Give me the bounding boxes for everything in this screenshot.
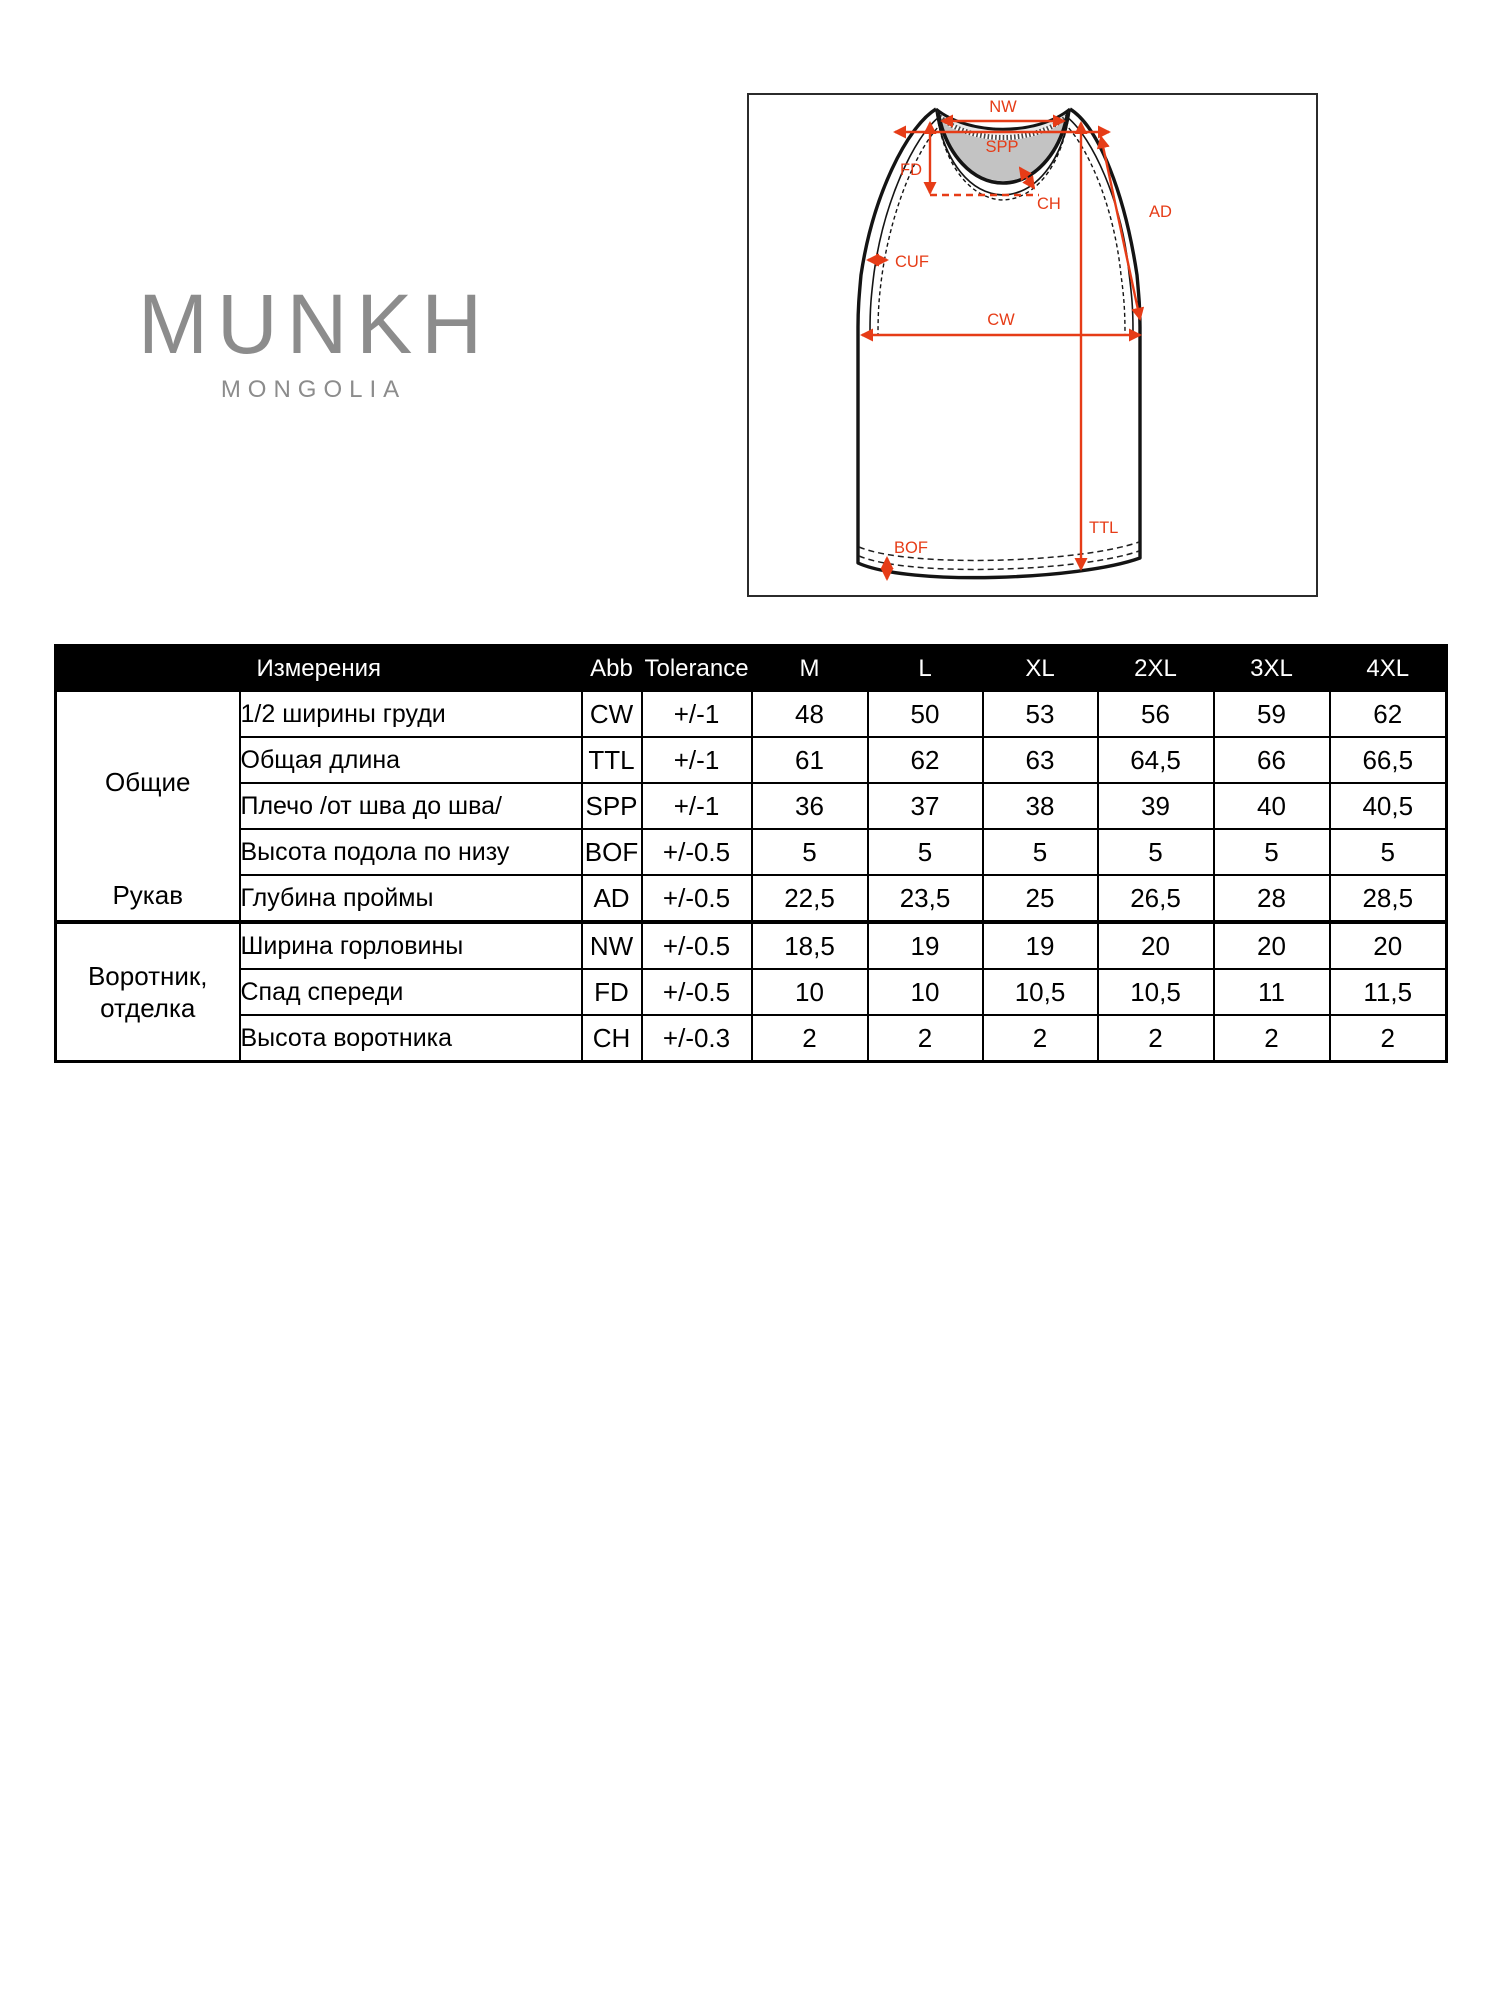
- value-cell: 2: [752, 1015, 868, 1062]
- abb-cell: CH: [582, 1015, 642, 1062]
- value-cell: 63: [983, 737, 1098, 783]
- diagram-label-ttl: TTL: [1089, 519, 1119, 537]
- value-cell: 66,5: [1330, 737, 1447, 783]
- value-cell: 5: [983, 829, 1098, 875]
- row-label-cell: Высота воротника: [240, 1015, 582, 1062]
- col-header-tolerance: Tolerance: [642, 646, 752, 692]
- value-cell: 36: [752, 783, 868, 829]
- group-label-general: Общие: [105, 767, 191, 797]
- value-cell: 53: [983, 691, 1098, 737]
- tank-top-garment: [858, 109, 1140, 578]
- value-cell: 20: [1214, 922, 1330, 969]
- table-row: [56, 783, 1447, 829]
- value-cell: 20: [1330, 922, 1447, 969]
- col-header-measurements: Измерения: [56, 646, 582, 692]
- value-cell: 5: [1330, 829, 1447, 875]
- abb-cell: NW: [582, 922, 642, 969]
- value-cell: 19: [868, 922, 983, 969]
- value-cell: 40,5: [1330, 783, 1447, 829]
- col-header-size-2xl: 2XL: [1098, 646, 1214, 692]
- value-cell: 5: [752, 829, 868, 875]
- row-label-cell: Спад спереди: [240, 969, 582, 1015]
- value-cell: 2: [983, 1015, 1098, 1062]
- group-cell-collar: Воротник, отделка: [56, 922, 240, 1062]
- abb-cell: CW: [582, 691, 642, 737]
- table-header-row: [56, 646, 1447, 692]
- value-cell: 28: [1214, 875, 1330, 922]
- value-cell: 38: [983, 783, 1098, 829]
- abb-cell: FD: [582, 969, 642, 1015]
- row-label-cell: Ширина горловины: [240, 922, 582, 969]
- diagram-label-spp: SPP: [985, 138, 1019, 156]
- row-label-cell: Общая длина: [240, 737, 582, 783]
- size-table: [54, 644, 1448, 1063]
- value-cell: 10,5: [1098, 969, 1214, 1015]
- table-row: [56, 737, 1447, 783]
- group-label-sleeve: Рукав: [112, 880, 184, 910]
- value-cell: 26,5: [1098, 875, 1214, 922]
- tolerance-cell: +/-0.5: [642, 829, 752, 875]
- value-cell: 39: [1098, 783, 1214, 829]
- value-cell: 56: [1098, 691, 1214, 737]
- table-row: [56, 875, 1447, 922]
- value-cell: 62: [868, 737, 983, 783]
- tank-top-diagram: [749, 95, 1316, 595]
- abb-cell: TTL: [582, 737, 642, 783]
- group-cell-general-sleeve: [56, 691, 240, 922]
- col-header-size-3xl: 3XL: [1214, 646, 1330, 692]
- diagram-label-ch: CH: [1037, 195, 1061, 213]
- value-cell: 11,5: [1330, 969, 1447, 1015]
- value-cell: 48: [752, 691, 868, 737]
- value-cell: 11: [1214, 969, 1330, 1015]
- col-header-size-m: M: [752, 646, 868, 692]
- value-cell: 62: [1330, 691, 1447, 737]
- value-cell: 5: [1098, 829, 1214, 875]
- tolerance-cell: +/-0.5: [642, 922, 752, 969]
- table-row: [56, 969, 1447, 1015]
- measurement-diagram-frame: [747, 93, 1318, 597]
- value-cell: 2: [1214, 1015, 1330, 1062]
- value-cell: 10: [868, 969, 983, 1015]
- col-header-size-4xl: 4XL: [1330, 646, 1447, 692]
- value-cell: 50: [868, 691, 983, 737]
- diagram-label-ad: AD: [1149, 203, 1172, 221]
- value-cell: 66: [1214, 737, 1330, 783]
- diagram-label-bof: BOF: [894, 539, 928, 557]
- tolerance-cell: +/-0.5: [642, 969, 752, 1015]
- diagram-label-cw: CW: [987, 311, 1015, 329]
- value-cell: 2: [1330, 1015, 1447, 1062]
- value-cell: 5: [868, 829, 983, 875]
- diagram-label-fd: FD: [900, 161, 922, 179]
- col-header-abb: Abb: [582, 646, 642, 692]
- size-spec-table: [54, 644, 1448, 1063]
- col-header-size-xl: XL: [983, 646, 1098, 692]
- row-label-cell: Плечо /от шва до шва/: [240, 783, 582, 829]
- abb-cell: BOF: [582, 829, 642, 875]
- value-cell: 37: [868, 783, 983, 829]
- value-cell: 28,5: [1330, 875, 1447, 922]
- value-cell: 20: [1098, 922, 1214, 969]
- value-cell: 25: [983, 875, 1098, 922]
- abb-cell: AD: [582, 875, 642, 922]
- brand-logo: [128, 277, 492, 403]
- value-cell: 5: [1214, 829, 1330, 875]
- value-cell: 64,5: [1098, 737, 1214, 783]
- table-row: [56, 691, 1447, 737]
- value-cell: 2: [868, 1015, 983, 1062]
- table-row: [56, 829, 1447, 875]
- value-cell: 10: [752, 969, 868, 1015]
- row-label-cell: Глубина проймы: [240, 875, 582, 922]
- tolerance-cell: +/-1: [642, 691, 752, 737]
- abb-cell: SPP: [582, 783, 642, 829]
- value-cell: 22,5: [752, 875, 868, 922]
- table-row: [56, 922, 1447, 969]
- value-cell: 40: [1214, 783, 1330, 829]
- value-cell: 23,5: [868, 875, 983, 922]
- tolerance-cell: +/-1: [642, 737, 752, 783]
- value-cell: 61: [752, 737, 868, 783]
- row-label-cell: 1/2 ширины груди: [240, 691, 582, 737]
- tolerance-cell: +/-0.3: [642, 1015, 752, 1062]
- value-cell: 10,5: [983, 969, 1098, 1015]
- tolerance-cell: +/-0.5: [642, 875, 752, 922]
- table-row: [56, 1015, 1447, 1062]
- value-cell: 19: [983, 922, 1098, 969]
- brand-name: MUNKH: [138, 277, 491, 371]
- diagram-label-nw: NW: [989, 98, 1017, 116]
- value-cell: 18,5: [752, 922, 868, 969]
- row-label-cell: Высота подола по низу: [240, 829, 582, 875]
- tolerance-cell: +/-1: [642, 783, 752, 829]
- value-cell: 2: [1098, 1015, 1214, 1062]
- diagram-label-cuf: CUF: [895, 253, 929, 271]
- brand-region: MONGOLIA: [220, 376, 407, 403]
- value-cell: 59: [1214, 691, 1330, 737]
- col-header-size-l: L: [868, 646, 983, 692]
